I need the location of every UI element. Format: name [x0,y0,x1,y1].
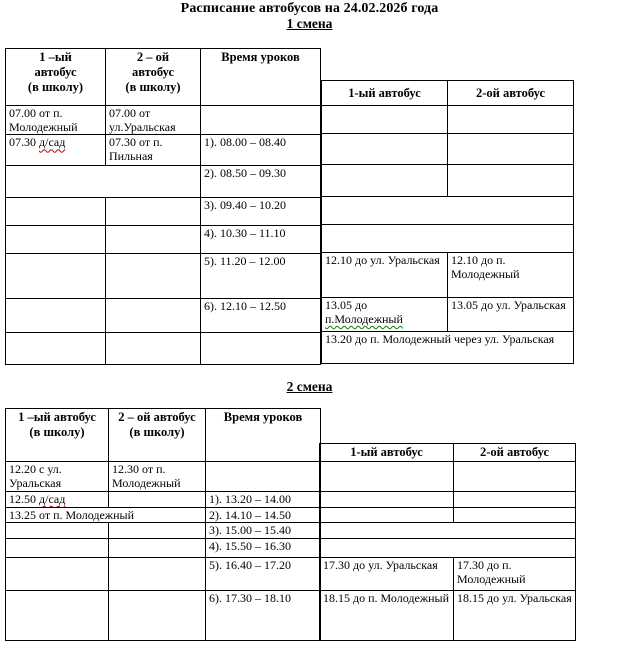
schedule-cell: 17.30 до ул. Уральская [320,558,454,591]
schedule-cell-merged [322,225,574,253]
header-row [6,49,321,106]
lesson-time-cell: 4). 15.50 – 16.30 [206,539,321,558]
schedule-cell: 07.30 от п. Пильная [106,135,201,166]
cell-text: 13.05 до [325,298,368,312]
table-row [322,106,574,134]
header-line: 2 – ой [136,50,170,64]
schedule-cell [201,333,321,365]
schedule-cell [6,591,109,641]
schedule-cell-merged: 13.25 от п. Молодежный [6,508,206,523]
header-line: автобус [131,64,175,79]
table-row [322,332,574,364]
schedule-cell: 12.20 с ул. Уральская [6,462,109,492]
schedule-cell: 12.10 до ул. Уральская [322,253,448,298]
schedule-cell [6,135,106,166]
table-row [6,523,321,539]
cell-text-misspelled: ул.Уральская [109,120,176,135]
lesson-time-cell: 1). 13.20 – 14.00 [206,492,321,508]
lesson-time-cell: 6). 17.30 – 18.10 [206,591,321,641]
schedule-cell-merged [322,197,574,225]
header-line: 1 –ый [39,50,72,64]
header-row [322,81,574,106]
shift1-table-right [321,80,574,364]
page-title: Расписание автобусов на 24.02.202б года [180,1,439,16]
lesson-time-cell: 3). 15.00 – 15.40 [206,523,321,539]
col-header-lesson-times: Время уроков [206,409,321,462]
schedule-cell: 13.05 до ул. Уральская [448,298,574,332]
schedule-cell [6,226,106,254]
table-row [6,254,321,299]
schedule-cell: 12.10 до п. Молодежный [448,253,574,298]
table-row [322,225,574,253]
header-line: 1 –ый автобус [18,410,96,424]
cell-text: 07.00 от [109,106,151,120]
schedule-cell [6,254,106,299]
table-row [320,462,576,492]
table-row [6,462,321,492]
shift2-table-left [5,408,321,641]
col-header-bus2-to-school [109,409,206,462]
schedule-cell [322,298,448,332]
schedule-cell [106,226,201,254]
table-row [6,558,321,591]
schedule-cell [109,558,206,591]
schedule-cell [109,492,206,508]
schedule-cell [448,165,574,197]
cell-text: 12.50 [9,492,36,506]
lesson-time-cell: 1). 08.00 – 08.40 [201,135,321,166]
table-row [6,299,321,333]
cell-text-misspelled: д/сад [39,135,66,150]
header-line: (в школу) [27,79,84,94]
schedule-cell-merged [320,539,576,558]
table-row [322,197,574,225]
shift1-heading: 1 смена [286,16,333,31]
col-header-bus2: 2-ой автобус [454,444,576,462]
table-row [322,298,574,332]
shift2-heading: 2 смена [286,379,333,394]
schedule-cell [109,591,206,641]
table-row [322,253,574,298]
schedule-cell-merged [320,523,576,539]
table-row [6,106,321,135]
schedule-cell [320,508,454,523]
col-header-bus1-to-school [6,409,109,462]
cell-text-misspelled: д/сад [39,492,66,506]
schedule-cell: 12.30 от п. Молодежный [109,462,206,492]
schedule-cell [454,508,576,523]
table-row [320,508,576,523]
schedule-cell [106,106,201,135]
lesson-time-cell: 6). 12.10 – 12.50 [201,299,321,333]
header-line: (в школу) [125,79,181,94]
table-row [6,226,321,254]
schedule-cell [6,558,109,591]
schedule-cell [201,106,321,135]
table-row [320,539,576,558]
header-line: (в школу) [29,424,85,439]
lesson-time-cell: 5). 16.40 – 17.20 [206,558,321,591]
schedule-cell [320,492,454,508]
schedule-cell [320,462,454,492]
col-header-bus1: 1-ый автобус [320,444,454,462]
schedule-cell-merged [6,166,201,198]
col-header-lesson-times: Время уроков [201,49,321,106]
schedule-cell [454,462,576,492]
schedule-cell [109,539,206,558]
table-row [6,135,321,166]
header-row [320,444,576,462]
schedule-cell [206,462,321,492]
col-header-bus2: 2-ой автобус [448,81,574,106]
col-header-bus1-to-school [6,49,106,106]
table-row [320,492,576,508]
header-line: (в школу) [129,424,185,439]
schedule-cell [6,299,106,333]
header-line: автобус [34,64,77,79]
schedule-cell [109,523,206,539]
schedule-cell [322,165,448,197]
schedule-cell-merged: 13.20 до п. Молодежный через ул. Уральская [322,332,574,364]
table-row [6,166,321,198]
table-row [320,523,576,539]
lesson-time-cell: 3). 09.40 – 10.20 [201,198,321,226]
schedule-cell: 17.30 до п. Молодежный [454,558,576,591]
table-row [6,508,321,523]
lesson-time-cell: 2). 14.10 – 14.50 [206,508,321,523]
table-row [322,134,574,165]
table-row [320,558,576,591]
schedule-cell [6,523,109,539]
cell-text: 07.30 [9,135,36,150]
schedule-cell [6,333,106,365]
cell-text-misspelled: п.Молодежный [325,312,403,327]
col-header-bus1: 1-ый автобус [322,81,448,106]
header-row [6,409,321,462]
table-row [6,539,321,558]
schedule-cell: 07.00 от п. Молодежный [6,106,106,135]
schedule-cell [322,134,448,165]
header-line: 2 – ой автобус [118,410,196,424]
table-row [6,198,321,226]
lesson-time-cell: 2). 08.50 – 09.30 [201,166,321,198]
schedule-cell: 18.15 до ул. Уральская [454,591,576,641]
schedule-cell [106,333,201,365]
schedule-cell [106,299,201,333]
table-row [6,591,321,641]
schedule-cell [6,198,106,226]
schedule-cell [448,106,574,134]
col-header-bus2-to-school [106,49,201,106]
schedule-cell [454,492,576,508]
schedule-cell [448,134,574,165]
table-row [322,165,574,197]
schedule-cell [6,539,109,558]
schedule-cell [6,492,109,508]
table-row [6,492,321,508]
shift2-table-right [319,443,576,641]
schedule-cell: 18.15 до п. Молодежный [320,591,454,641]
schedule-cell [106,254,201,299]
table-row [6,333,321,365]
schedule-cell [322,106,448,134]
lesson-time-cell: 5). 11.20 – 12.00 [201,254,321,299]
lesson-time-cell: 4). 10.30 – 11.10 [201,226,321,254]
schedule-cell [106,198,201,226]
table-row [320,591,576,641]
shift1-table-left [5,48,321,365]
